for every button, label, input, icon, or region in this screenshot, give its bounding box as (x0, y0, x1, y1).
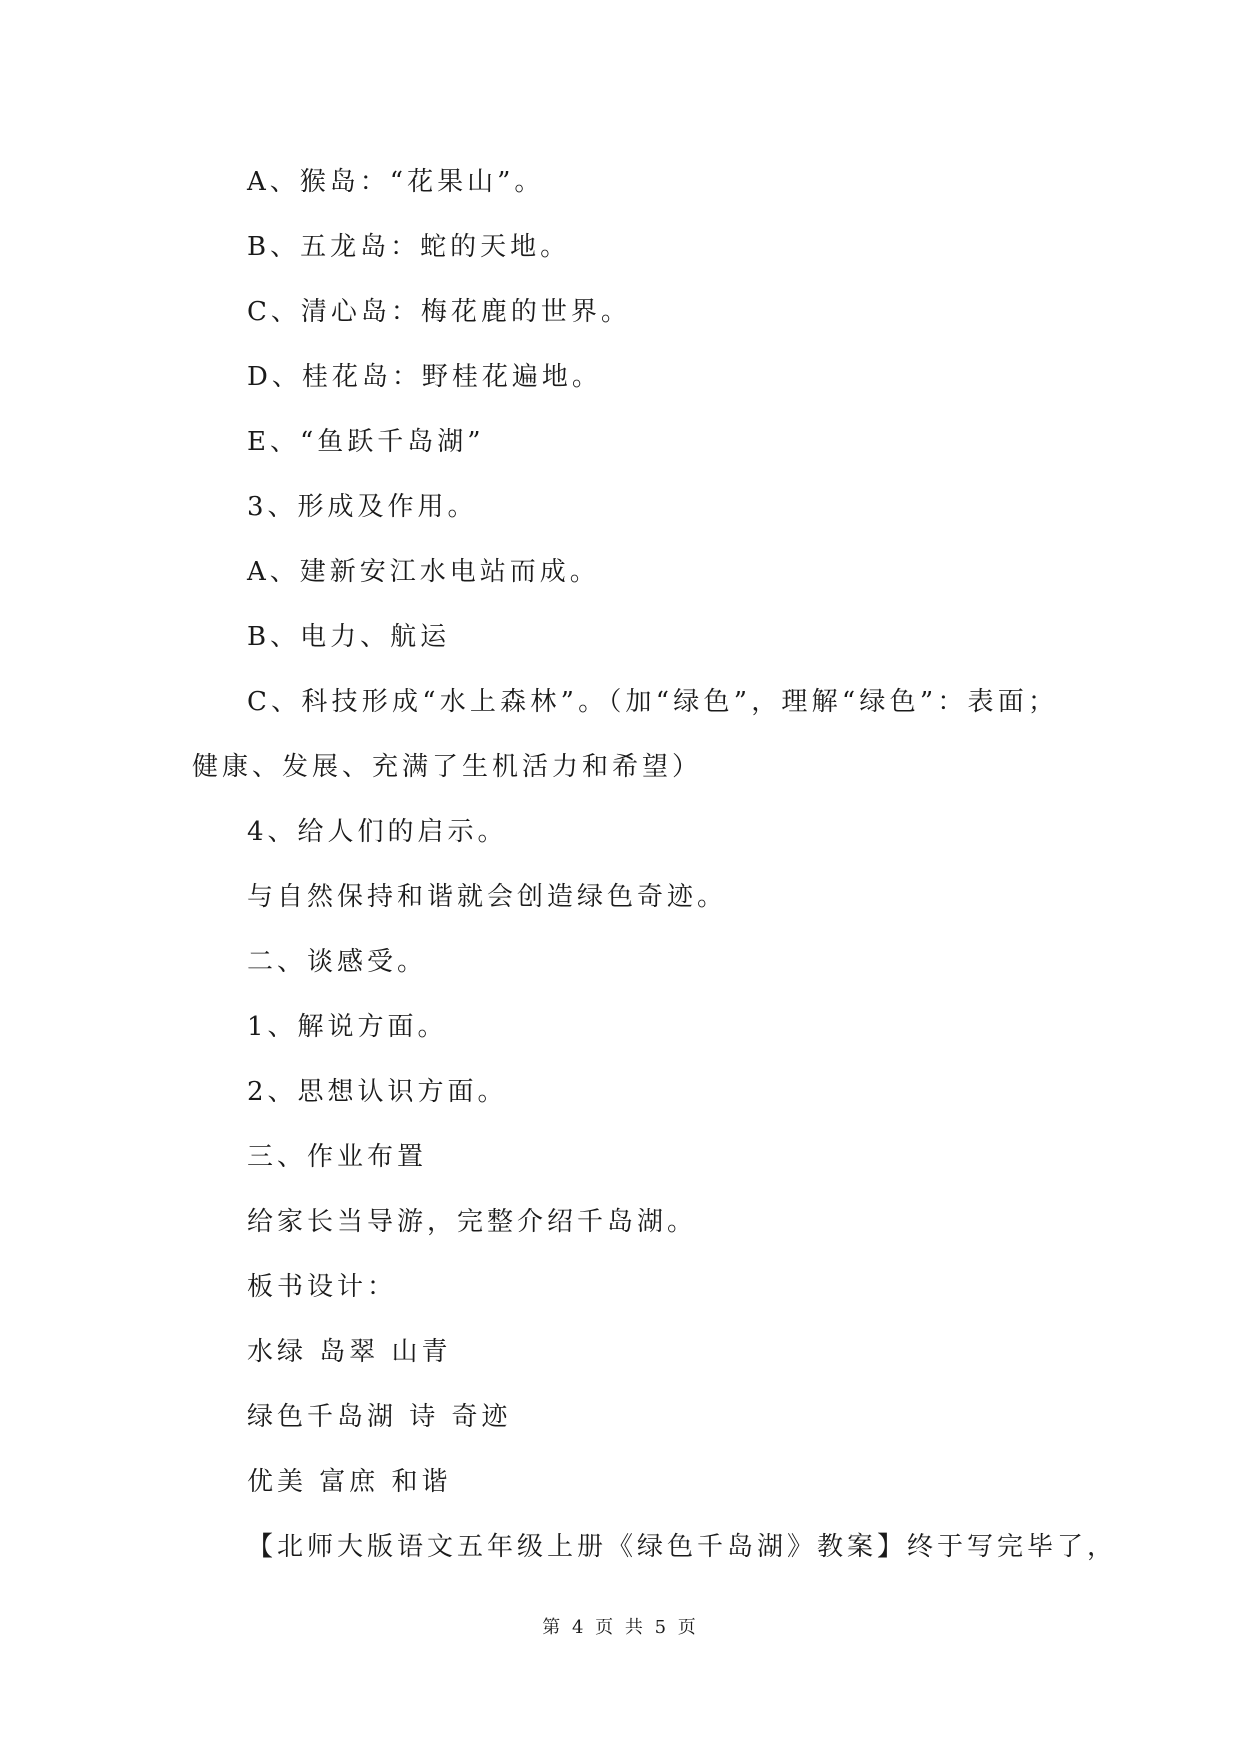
paragraph-line: 1、解说方面。 (247, 1012, 448, 1042)
paragraph-line: C、清心岛：梅花鹿的世界。 (247, 297, 631, 327)
paragraph-line: B、五龙岛：蛇的天地。 (247, 232, 571, 262)
page-number-footer: 第 4 页 共 5 页 (542, 1617, 699, 1638)
paragraph-line: 【北师大版语文五年级上册《绿色千岛湖》教案】终于写完毕了， (247, 1532, 1118, 1562)
document-body (192, 150, 1118, 1580)
section-heading: 4、给人们的启示。 (247, 817, 508, 847)
section-heading: 三、作业布置 (247, 1142, 428, 1172)
board-design-line: 水绿 岛翠 山青 (247, 1337, 452, 1367)
paragraph-line: A、建新安江水电站而成。 (247, 557, 600, 587)
paragraph-line: 2、思想认识方面。 (247, 1077, 508, 1107)
section-heading: 二、谈感受。 (247, 947, 428, 977)
paragraph-line: E、“鱼跃千岛湖” (247, 427, 485, 457)
section-heading: 3、形成及作用。 (247, 492, 478, 522)
paragraph-line: C、科技形成“水上森林”。（加“绿色”，理解“绿色”：表面；健康、发展、充满了生机活力和希望） (192, 687, 1058, 782)
paragraph-line: D、桂花岛：野桂花遍地。 (247, 362, 602, 392)
board-design-line: 优美 富庶 和谐 (247, 1467, 452, 1497)
paragraph-line: A、猴岛：“花果山”。 (247, 167, 545, 197)
paragraph-line: 与自然保持和谐就会创造绿色奇迹。 (247, 882, 728, 912)
board-design-line: 绿色千岛湖 诗 奇迹 (247, 1402, 512, 1432)
paragraph-line: B、电力、航运 (247, 622, 451, 652)
section-heading: 板书设计： (247, 1272, 398, 1302)
paragraph-line: 给家长当导游，完整介绍千岛湖。 (247, 1207, 698, 1237)
